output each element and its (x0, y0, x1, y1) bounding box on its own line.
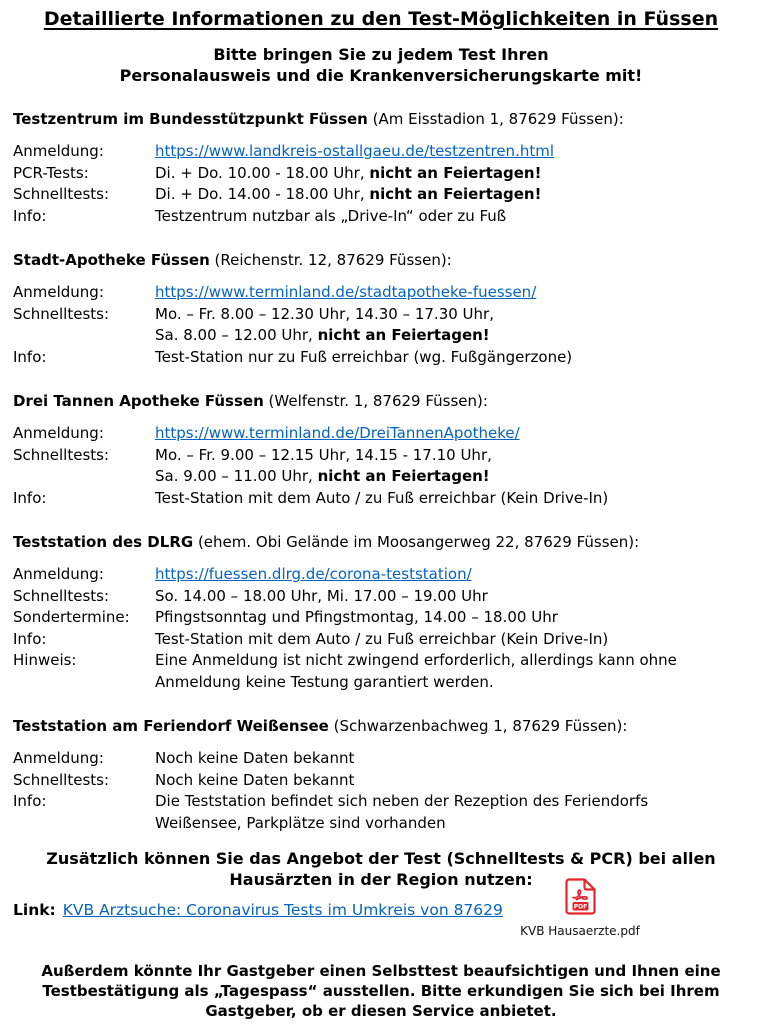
info-row-info (13, 629, 749, 651)
hours-line: Mo. – Fr. 8.00 – 12.30 Uhr, 14.30 – 17.30 Uhr, (155, 304, 494, 323)
holiday-warning: nicht an Feiertagen! (317, 467, 490, 485)
note-line: Zusätzlich können Sie das Angebot der Test (Schnelltests & PCR) bei allen (46, 849, 716, 868)
section-rows (13, 748, 749, 834)
row-label: Schnelltests: (13, 185, 110, 203)
info-row-pcr-tests (13, 163, 749, 185)
pdf-icon-label: PDF (573, 903, 587, 911)
row-label: Schnelltests: (13, 770, 110, 789)
closing-note (13, 961, 749, 1021)
info-row-schnelltests (13, 586, 749, 608)
test-location-section-bundesstuetzpunkt (13, 110, 749, 227)
row-label: Info: (13, 206, 47, 225)
info-row-info (13, 206, 749, 228)
row-label: Info: (13, 629, 47, 648)
location-name: Testzentrum im Bundesstützpunkt Füssen (13, 110, 368, 128)
registration-link[interactable]: https://fuessen.dlrg.de/corona-teststation/ (155, 565, 472, 583)
row-label: Info: (13, 488, 47, 507)
row-label: Schnelltests: (13, 586, 110, 605)
doc-subtitle (13, 44, 749, 86)
test-location-section-feriendorf (13, 717, 749, 834)
info-row-anmeldung (13, 564, 749, 586)
row-label: Info: (13, 347, 47, 366)
info-row-anmeldung (13, 423, 749, 445)
note-line: Außerdem könnte Ihr Gastgeber einen Selbsttest beaufsichtigen und Ihnen eine (41, 962, 721, 980)
holiday-warning: nicht an Feiertagen! (317, 326, 490, 344)
row-label: Anmeldung: (13, 142, 104, 160)
row-value: Test-Station mit dem Auto / zu Fuß erreichbar (Kein Drive-In) (155, 629, 609, 648)
location-address: (Schwarzenbachweg 1, 87629 Füssen): (328, 717, 628, 735)
registration-link[interactable]: https://www.terminland.de/DreiTannenApotheke/ (155, 424, 520, 442)
test-location-section-stadt-apotheke (13, 251, 749, 368)
location-name: Teststation am Feriendorf Weißensee (13, 717, 329, 735)
section-heading (13, 717, 749, 736)
link-label: Link: (13, 901, 56, 919)
info-row-info (13, 347, 749, 369)
row-label: Anmeldung: (13, 424, 104, 442)
location-address: (Am Eisstadion 1, 87629 Füssen): (367, 110, 624, 128)
info-row-schnelltests (13, 770, 749, 792)
location-address: (Reichenstr. 12, 87629 Füssen): (209, 251, 452, 269)
page-title: Detaillierte Informationen zu den Test-Möglichkeiten in Füssen (43, 8, 719, 30)
pdf-attachment[interactable] (510, 878, 650, 939)
info-row-schnelltests (13, 304, 749, 347)
row-value: So. 14.00 – 18.00 Uhr, Mi. 17.00 – 19.00 Uhr (155, 586, 488, 605)
row-value (155, 650, 749, 693)
info-row-info (13, 791, 749, 834)
location-name: Drei Tannen Apotheke Füssen (13, 392, 264, 410)
row-value: Test-Station mit dem Auto / zu Fuß erreichbar (Kein Drive-In) (155, 488, 609, 507)
test-location-section-dlrg (13, 533, 749, 693)
subtitle-line: Personalausweis und die Krankenversicherungskarte mit! (119, 66, 643, 85)
section-rows (13, 423, 749, 509)
info-row-schnelltests (13, 184, 749, 206)
pdf-file-icon[interactable] (565, 878, 596, 915)
hours-line: Sa. 8.00 – 12.00 Uhr, nicht an Feiertagen! (155, 326, 490, 344)
row-value (155, 791, 749, 834)
info-row-schnelltests (13, 445, 749, 488)
location-address: (Welfenstr. 1, 87629 Füssen): (263, 392, 488, 410)
location-address: (ehem. Obi Gelände im Moosangerweg 22, 87629 Füssen): (193, 533, 640, 551)
note-line: Testbestätigung als „Tagespass“ ausstellen. Bitte erkundigen Sie sich bei Ihrem (42, 982, 720, 1000)
note-line: Anmeldung keine Testung garantiert werden. (155, 672, 494, 691)
holiday-warning: nicht an Feiertagen! (369, 185, 542, 203)
info-row-anmeldung (13, 141, 749, 163)
section-heading (13, 251, 749, 270)
section-rows (13, 141, 749, 227)
section-heading (13, 533, 749, 552)
footer (13, 848, 749, 1021)
row-value: Noch keine Daten bekannt (155, 749, 355, 767)
info-row-info (13, 488, 749, 510)
location-name: Stadt-Apotheke Füssen (13, 251, 210, 269)
row-value (155, 304, 749, 347)
kvb-doctor-search-link[interactable]: KVB Arztsuche: Coronavirus Tests im Umkreis von 87629 (62, 901, 503, 919)
row-value: Di. + Do. 14.00 - 18.00 Uhr, nicht an Feiertagen! (155, 185, 542, 203)
registration-link[interactable]: https://www.terminland.de/stadtapotheke-fuessen/ (155, 283, 537, 301)
row-label: Anmeldung: (13, 749, 104, 767)
row-value: Test-Station nur zu Fuß erreichbar (wg. Fußgängerzone) (155, 347, 573, 366)
attachment-filename: KVB Hausaerzte.pdf (520, 923, 640, 938)
info-row-anmeldung (13, 282, 749, 304)
info-row-hinweis (13, 650, 749, 693)
row-label: Anmeldung: (13, 565, 104, 583)
row-value: Noch keine Daten bekannt (155, 770, 355, 789)
subtitle-line: Bitte bringen Sie zu jedem Test Ihren (213, 45, 549, 64)
row-value: Testzentrum nutzbar als „Drive-In“ oder zu Fuß (155, 206, 507, 225)
row-label: PCR-Tests: (13, 163, 89, 182)
note-line: Weißensee, Parkplätze sind vorhanden (155, 813, 446, 832)
row-label: Hinweis: (13, 651, 77, 669)
section-heading (13, 392, 749, 411)
section-rows (13, 282, 749, 368)
registration-link[interactable]: https://www.landkreis-ostallgaeu.de/testzentren.html (155, 142, 555, 160)
row-label: Schnelltests: (13, 445, 110, 464)
row-label: Schnelltests: (13, 304, 110, 323)
section-rows (13, 564, 749, 693)
note-line: Eine Anmeldung ist nicht zwingend erforderlich, allerdings kann ohne (155, 651, 677, 669)
row-value (155, 445, 749, 488)
section-heading (13, 110, 749, 129)
hours-line: Sa. 9.00 – 11.00 Uhr, nicht an Feiertagen! (155, 467, 490, 485)
test-location-section-drei-tannen (13, 392, 749, 509)
note-line: Hausärzten in der Region nutzen: (229, 870, 533, 889)
row-value: Pfingstsonntag und Pfingstmontag, 14.00 – 18.00 Uhr (155, 608, 558, 626)
info-row-sondertermine (13, 607, 749, 629)
note-line: Die Teststation befindet sich neben der Rezeption des Feriendorfs (155, 792, 649, 810)
hours-line: Mo. – Fr. 9.00 – 12.15 Uhr, 14.15 - 17.10 Uhr, (155, 445, 492, 464)
note-line: Gastgeber, ob er diesen Service anbietet. (205, 1002, 557, 1020)
row-label: Anmeldung: (13, 283, 104, 301)
info-row-anmeldung (13, 748, 749, 770)
row-label: Info: (13, 792, 47, 810)
row-value: Di. + Do. 10.00 - 18.00 Uhr, nicht an Feiertagen! (155, 163, 542, 182)
row-label: Sondertermine: (13, 608, 130, 626)
holiday-warning: nicht an Feiertagen! (369, 163, 542, 182)
location-name: Teststation des DLRG (13, 533, 194, 551)
